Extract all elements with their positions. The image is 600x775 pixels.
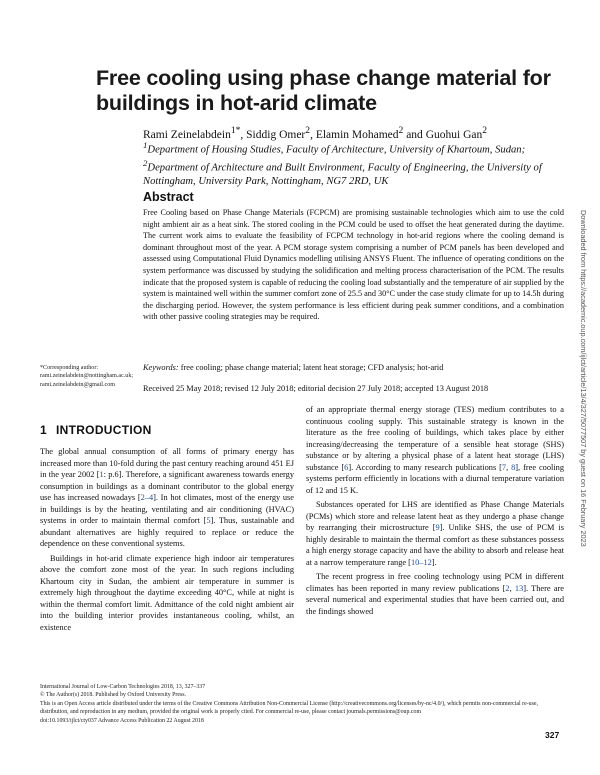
author-separator: , xyxy=(240,128,247,141)
body-paragraph xyxy=(306,499,564,568)
paragraph-text: : p.6]. Therefore, a significant awareness towards energy consumption in buildings as a dominant contributor to the global energy use has increased nowadays [ xyxy=(40,470,294,502)
citation-link[interactable]: 7 xyxy=(501,462,507,472)
author-separator: , xyxy=(310,128,316,141)
paragraph-text: , xyxy=(506,462,512,472)
affiliations xyxy=(143,139,563,189)
citation-link[interactable]: 9 xyxy=(435,523,440,532)
paragraph-text: ]. Thus, sustainable and abundant alternatives are highly required to replace or reduce the dependence on these conventional systems. xyxy=(40,516,294,548)
affiliation-text: Department of Architecture and Built Environment, Faculty of Engineering, the University of Nottingham, University Park, Nottingham, NG7 2RD, UK xyxy=(143,162,542,188)
citation-link[interactable]: 2–4 xyxy=(140,493,154,502)
citation-link[interactable]: 8 xyxy=(511,462,516,472)
download-watermark-text: Downloaded from https://academic.oup.com/ijlct/article/13/4/327/5077507 by guest on 16 February 2023 xyxy=(579,210,588,547)
paragraph-text: ]. xyxy=(431,557,437,567)
journal-citation: International Journal of Low-Carbon Technologies 2018, 13, 327–337 xyxy=(40,684,206,690)
author-name: Guohui Gan xyxy=(425,128,483,141)
affiliation-text: Department of Housing Studies, Faculty of Architecture, University of Khartoum, Sudan; xyxy=(147,144,526,156)
author-name: Elamin Mohamed xyxy=(315,128,399,141)
body-paragraph xyxy=(40,446,294,550)
paragraph-text: of an appropriate thermal energy storage (TES) medium contributes to a continuous cooling supply. This sustainable strategy is known in the literature as the free cooling of buildings, which takes place by either increasing/decreasing the temperature of a sensible heat storage (SHS) substance or by altering a physical phase of a latent heat storage (LHS) substance [ xyxy=(306,405,564,472)
keywords-text: free cooling; phase change material; latent heat storage; CFD analysis; hot-arid xyxy=(180,363,444,372)
author-affiliation-mark: 1* xyxy=(230,125,241,136)
body-paragraph xyxy=(306,404,564,496)
section-number: 1 xyxy=(40,423,47,437)
author-name: Rami Zeinelabdein xyxy=(143,128,231,141)
keywords-label: Keywords: xyxy=(143,363,179,372)
citation-link[interactable]: 6 xyxy=(344,462,349,472)
body-paragraph xyxy=(306,571,564,617)
author-affiliation-mark: 2 xyxy=(305,125,311,136)
author-affiliation-mark: 2 xyxy=(482,125,488,136)
paragraph-text: ]. Unlike SHS, the use of PCM is highly desirable to maintain the thermal comfort as these substances possess a high energy storage capacity and have the ability to absorb and release heat at a narrow temperature range [ xyxy=(306,523,564,567)
paragraph-text: The global annual consumption of all forms of primary energy has increased more than 10-fold during the past century reaching around 451 EJ in the year 2002 [ xyxy=(40,447,294,479)
keywords xyxy=(143,362,564,373)
page-number: 327 xyxy=(545,730,560,740)
paragraph-text: Buildings in hot-arid climate experience high indoor air temperatures above the comfort zone most of the year. In such regions including Khartoum city in Sudan, the ambient air temperature in summer is extremely high throughout the daytime exceeding 40°C, while at night is within the thermal comfort limit. Admittance of the cold night ambient air into the building interior provides instantaneous cooling, whilst, an existence xyxy=(40,553,294,632)
author-separator: and xyxy=(403,128,426,141)
page-footer xyxy=(40,683,564,725)
paragraph-text: ]. There are several numerical and experimental studies that have been carried out, and the findings showed xyxy=(306,583,565,616)
article-title: Free cooling using phase change material for buildings in hot-arid climate xyxy=(96,66,551,115)
citation-link[interactable]: 2 xyxy=(505,583,510,593)
paragraph-text: Substances operated for LHS are identified as Phase Change Materials (PCMs) which store and release latent heat as they undergo a phase change by rearranging their microstructure [ xyxy=(306,500,564,532)
citation-link[interactable]: 13 xyxy=(514,583,524,593)
author-name: Siddig Omer xyxy=(246,128,306,141)
download-watermark xyxy=(577,210,591,630)
copyright-notice: © The Author(s) 2018. Published by Oxford University Press. xyxy=(40,692,187,699)
paragraph-text: ], free cooling systems perform efficiently in locations with a diurnal temperature variation of 12 and 15 K. xyxy=(306,462,564,495)
paragraph-text: The recent progress in free cooling technology using PCM in different climates has been reported in many review publications [ xyxy=(306,572,564,593)
section-heading xyxy=(40,423,152,437)
author-affiliation-mark: 2 xyxy=(398,125,404,136)
paragraph-text: ]. In hot climates, most of the energy use in buildings is by the heating, ventilating and air conditioning (HVAC) systems in order to maintain thermal comfort [ xyxy=(40,493,294,525)
citation-link[interactable]: 1 xyxy=(99,470,104,479)
paragraph-text: ]. According to many research publications [ xyxy=(348,462,502,472)
body-column-right xyxy=(306,404,564,617)
abstract-heading: Abstract xyxy=(143,190,194,204)
citation-link[interactable]: 10–12 xyxy=(410,557,432,567)
license-notice: This is an Open Access article distributed under the terms of the Creative Commons Attribution Non-Commercial License (http://creativecommons.org/licenses/by-nc/4.0/), which permits non-commercial re-use, distribution, and reproduction in any medium, provided the original work is properly cited. For commercial re-use, please contact journals.permissions@oup.com xyxy=(40,700,539,716)
corresponding-author-note: *Corresponding author: rami.zeinelabdein@nottingham.ac.uk; rami.zeinelabdein@gmail.com xyxy=(40,365,134,388)
doi-line: doi:10.1093/ijlct/cty037 Advance Access Publication 22 August 2018 xyxy=(40,717,204,724)
citation-link[interactable]: 5 xyxy=(206,516,211,525)
body-column-left xyxy=(40,446,294,633)
paragraph-text: , xyxy=(509,583,515,593)
body-paragraph xyxy=(40,553,294,634)
abstract-text: Free Cooling based on Phase Change Materials (FCPCM) are promising sustainable technologies which aim to use the cold night ambient air as a heat sink. The stored cooling in the PCM could be used to offset the heat generated during the daytime. The current work aims to evaluate the feasibility of FCPCM technology in hot-arid regions where the cooling demand is dominant throughout most of the year. A PCM storage system comprising a number of PCM panels has been developed and assessed using Computational Fluid Dynamics modelling utilising ANSYS Fluent. The influence of operating conditions on the system performance was discussed by studying the solidification and melting process characterisation of the PCM. The results indicate that the proposed system is capable of reducing the cooling load substantially and the temperature of air supplied by the system is maintained well within the summer comfort zone of 25.5 and 30°C under the case study climate for up to 14.5h during the discharging period. However, the system performance is less efficient during peak summer conditions, and a combination with other passive cooling strategies may be required. xyxy=(143,208,564,322)
received-dates: Received 25 May 2018; revised 12 July 2018; editorial decision 27 July 2018; accepted 13 August 2018 xyxy=(143,384,489,393)
section-title: INTRODUCTION xyxy=(55,423,152,437)
affiliation-number: 1 xyxy=(143,140,148,150)
affiliation-number: 2 xyxy=(143,158,148,169)
